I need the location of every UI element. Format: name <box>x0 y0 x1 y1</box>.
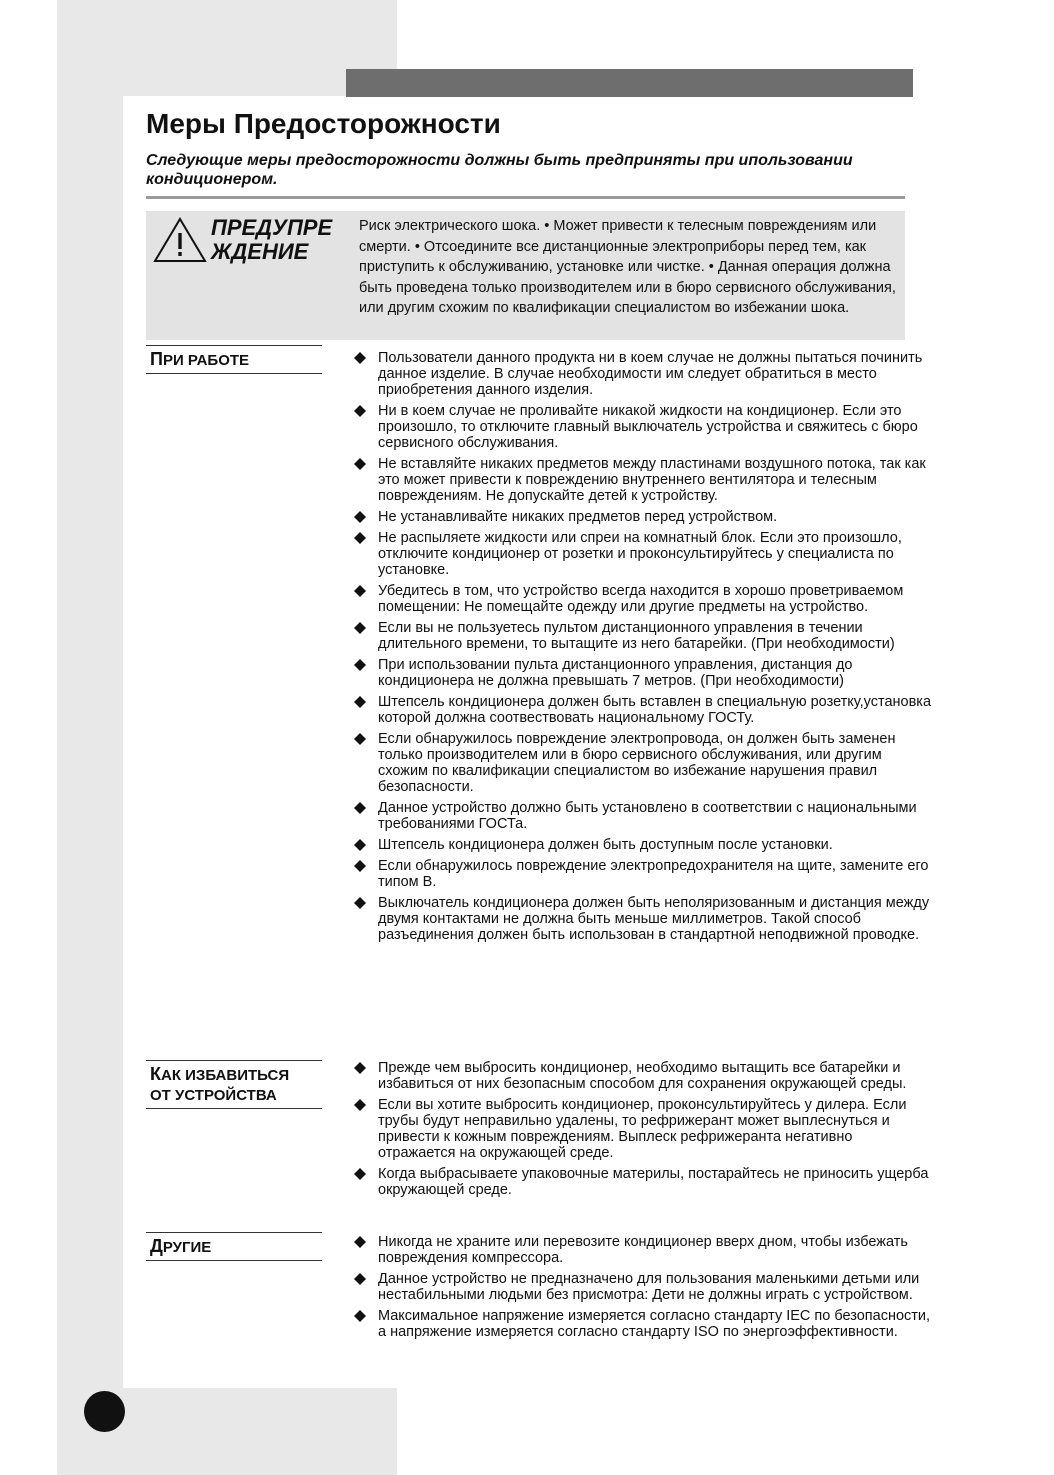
section-label-initial: Д <box>150 1236 163 1256</box>
list-item-text: Если обнаружилось повреждение электропредохранителя на щите, замените его типом В. <box>378 858 929 890</box>
list-item-text: Выключатель кондиционера должен быть неполяризованным и дистанция между двумя контактами не должна быть меньше миллиметров. Такой способ разъединения должен быть использован в стандартной неподвижной проводке. <box>378 895 930 943</box>
list-item-text: Штепсель кондиционера должен быть доступным после установки. <box>378 837 833 853</box>
list-item <box>352 350 932 398</box>
diamond-bullet-icon <box>354 1310 366 1322</box>
section-label-rest: АК ИЗБАВИТЬСЯ <box>161 1067 290 1084</box>
list-item-text: Если вы хотите выбросить кондиционер, проконсультируйтесь у дилера. Если трубы будут неправильно удалены, то рефрижерант может выплеснуться и привести к кожным повреждениям. Выплеск рефрижеранта негативно отражается на окружающей среде. <box>378 1097 907 1161</box>
section-label-disposal <box>146 1060 322 1109</box>
list-item <box>352 1097 932 1161</box>
list-item-text: Не распыляете жидкости или спреи на комнатный блок. Если это произошло, отключите кондиционер от розетки и проконсультируйтесь у специалиста по установке. <box>378 530 902 578</box>
list-item <box>352 509 932 525</box>
warning-text: Риск электрического шока. • Может привести к телесным повреждениям или смерти. • Отсоедините все дистанционные электроприборы перед тем, как приступить к обслуживанию, установке или чистке. • Данная операция должна быть проведена только производителем или в бюро сервисного обслуживания, или другим схожим по квалификации специалистом во избежании шока. <box>359 218 896 316</box>
list-item-text: Если обнаружилось повреждение электропровода, он должен быть заменен только производителем или в бюро сервисного обслуживания, или другим схожим по квалификации специалистом во избежание нарушения правил безопасности. <box>378 731 896 795</box>
list-item <box>352 583 932 615</box>
list-item <box>352 1234 932 1266</box>
diamond-bullet-icon <box>354 1099 366 1111</box>
diamond-bullet-icon <box>354 622 366 634</box>
list-item <box>352 657 932 689</box>
list-item <box>352 895 932 943</box>
page-subtitle: Следующие меры предосторожности должны быть предприняты при ипользовании кондиционером. <box>146 152 853 188</box>
page-title: Меры Предосторожности <box>146 108 501 139</box>
section-label-rest: РУГИЕ <box>162 1239 212 1256</box>
list-item-text: Данное устройство не предназначено для пользования маленькими детьми или нестабильными людьми без присмотра: Дети не должны играть с устройством. <box>378 1271 920 1303</box>
list-item-text: Максимальное напряжение измеряется согласно стандарту IEC по безопасности, а напряжение измеряется согласно стандарту ISO по энергоэффективности. <box>378 1308 931 1340</box>
diamond-bullet-icon <box>354 585 366 597</box>
list-item-text: Ни в коем случае не проливайте никакой жидкости на кондиционер. Если это произошло, то отключите главный выключатель устройства и свяжитесь с бюро сервисного обслуживания. <box>378 403 918 451</box>
diamond-bullet-icon <box>354 802 366 814</box>
section-label-line2: ОТ УСТРОЙСТВА <box>150 1087 277 1104</box>
diamond-bullet-icon <box>354 1168 366 1180</box>
list-item-text: Пользователи данного продукта ни в коем случае не должны пытаться починить данное изделие. В случае необходимости им следует обратиться в место приобретения данного изделия. <box>378 350 923 398</box>
diamond-bullet-icon <box>354 532 366 544</box>
list-item-text: Не вставляйте никаких предметов между пластинами воздушного потока, так как это может привести к повреждению внутреннего вентилятора и телесным повреждениям. Не допускайте детей к устройству. <box>378 456 926 504</box>
list-item <box>352 858 932 890</box>
other-list <box>352 1234 932 1345</box>
section-label-operation <box>146 345 322 374</box>
diamond-bullet-icon <box>354 860 366 872</box>
disposal-list <box>352 1060 932 1203</box>
section-label-other <box>146 1232 322 1261</box>
list-item <box>352 694 932 726</box>
list-item <box>352 456 932 504</box>
list-item-text: Данное устройство должно быть установлено в соответствии с национальными требованиями ГОСТа. <box>378 800 917 832</box>
list-item <box>352 1271 932 1303</box>
diamond-bullet-icon <box>354 1236 366 1248</box>
page-marker-dot <box>84 1391 125 1432</box>
operation-list <box>352 350 932 948</box>
diamond-bullet-icon <box>354 839 366 851</box>
diamond-bullet-icon <box>354 696 366 708</box>
list-item <box>352 620 932 652</box>
list-item-text: Никогда не храните или перевозите кондиционер вверх дном, чтобы избежать повреждения компрессора. <box>378 1234 908 1266</box>
diamond-bullet-icon <box>354 897 366 909</box>
warning-label: ПРЕДУПРЕ ЖДЕНИЕ <box>211 215 333 264</box>
list-item-text: Если вы не пользуетесь пультом дистанционного управления в течении длительного времени, то вытащите из него батарейки. (При необходимости) <box>378 620 895 652</box>
diamond-bullet-icon <box>354 458 366 470</box>
list-item <box>352 1060 932 1092</box>
list-item-text: Прежде чем выбросить кондиционер, необходимо вытащить все батарейки и избавиться от них безопасным способом для сохранения окружающей среды. <box>378 1060 907 1092</box>
header-bar <box>346 69 913 97</box>
section-label-rest: РИ РАБОТЕ <box>162 352 250 369</box>
diamond-bullet-icon <box>354 733 366 745</box>
list-item-text: Штепсель кондиционера должен быть вставлен в специальную розетку,установка которой должна соотвествовать национальному ГОСТу. <box>378 694 932 726</box>
list-item-text: Не устанавливайте никаких предметов перед устройством. <box>378 509 778 525</box>
section-label-initial: П <box>150 349 163 369</box>
diamond-bullet-icon <box>354 352 366 364</box>
list-item <box>352 837 932 853</box>
diamond-bullet-icon <box>354 1062 366 1074</box>
list-item <box>352 1308 932 1340</box>
list-item <box>352 530 932 578</box>
list-item-text: Убедитесь в том, что устройство всегда находится в хорошо проветриваемом помещении: Не помещайте одежду или другие предметы на устройство. <box>378 583 904 615</box>
diamond-bullet-icon <box>354 659 366 671</box>
title-divider <box>146 196 905 199</box>
list-item-text: Когда выбрасываете упаковочные материлы, постарайтесь не приносить ущерба окружающей среде. <box>378 1166 929 1198</box>
list-item-text: При использовании пульта дистанционного управления, дистанция до кондиционера не должна превышать 7 метров. (При необходимости) <box>378 657 853 689</box>
section-label-initial: К <box>150 1064 161 1084</box>
diamond-bullet-icon <box>354 405 366 417</box>
list-item <box>352 800 932 832</box>
diamond-bullet-icon <box>354 1273 366 1285</box>
list-item <box>352 403 932 451</box>
diamond-bullet-icon <box>354 511 366 523</box>
warning-triangle-icon <box>152 216 208 264</box>
list-item <box>352 1166 932 1198</box>
list-item <box>352 731 932 795</box>
